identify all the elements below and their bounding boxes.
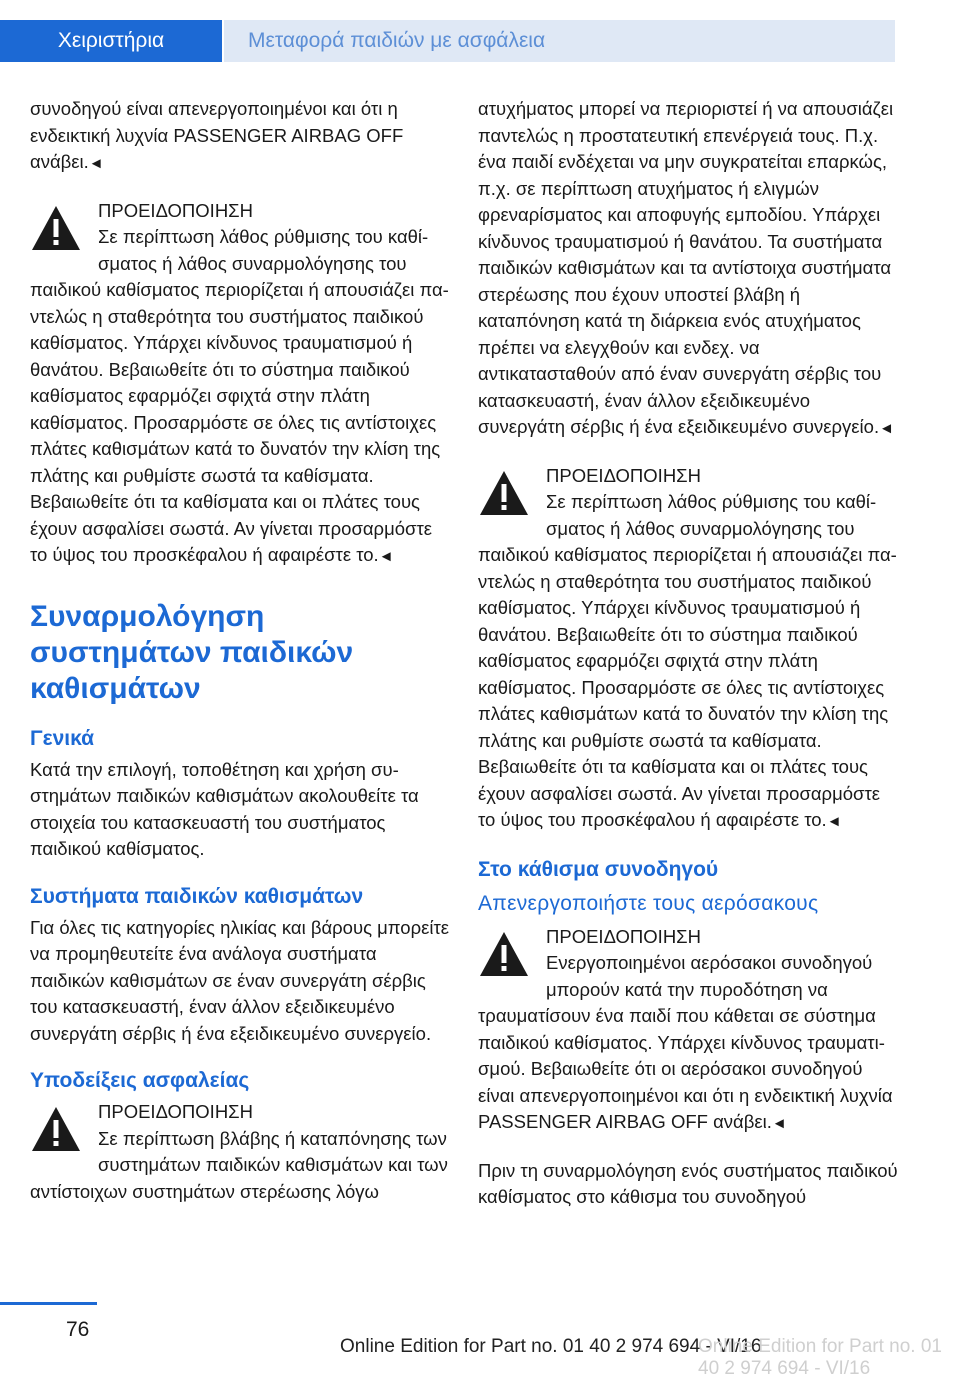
warning-title: ΠΡΟΕΙΔΟΠΟΙΗΣΗ [98,1101,253,1122]
edition-note: Online Edition for Part no. 01 40 2 974 694 - VI/16 [340,1336,762,1357]
subheading-deactivate-airbags: Απενεργοποιήστε τους αερόσακους [478,891,819,915]
end-mark-icon: ◄ [826,813,842,830]
end-mark-icon: ◄ [88,155,104,172]
warning-triangle-icon [30,204,82,252]
warning-text: Σε περίπτωση λάθος ρύθμισης του καθίσματος ή λάθος συναρμολόγησης του παιδικού καθίσματος περιορίζεται ή απουσιάζει παντελώς η σταθερότητα του συστήματος παιδικού καθίσματος. Υπάρχει κίνδυνος τραυματισμού ή θανάτου. Βεβαιωθείτε ότι το σύστημα παιδικού καθίσματος εφαρμόζει σφιχτά στην πλάτη καθίσματος. Προσαρμόστε σε όλες τις αντίστοιχες πλάτες καθισμάτων κατά το δυνατόν την κλίση της πλάτης και ρυθμίστε σωστά τα καθίσματα. Βεβαιωθείτε ότι τα καθίσματα και οι πλάτες τους έχουν ασφαλίσει σωστά. Αν γίνεται προσαρμόστε το ύψος του προσκέφαλου ή αφαιρέστε το. [478,491,897,830]
right-column [478,96,898,1231]
end-mark-icon: ◄ [879,420,894,437]
warning-triangle-icon [478,469,530,517]
warning-text: Σε περίπτωση βλάβης ή καταπόνησης των συστημάτων παιδικών καθισμάτων και των αντίστοιχων συστημάτων στερέωσης λόγω [30,1127,448,1202]
paragraph: ατυχήματος μπορεί να περιοριστεί ή να απουσιάζει παντελώς η προστατευτική επενέργειά τους. Π.χ. ένα παιδί ενδέχεται να μην συγκρατείται επαρκώς, π.χ. σε περίπτωση ατυχήματος ή ελιγμών φρεναρίσματος και αποφυγής εμποδίου. Υπάρχει κίνδυνος τραυματισμού ή θανάτου. Τα συστήματα παιδικών καθισμάτων και τα αντίστοιχα συστήματα στερέωσης που έχουν υποστεί βλάβη ή καταπόνηση κατά τη διάρκεια ενός ατυχήματος πρέπει να ελεγχθούν και ενδεχ. να αντικατασταθούν από έναν συνεργάτη σέρβις του κατασκευαστή, έναν άλλον εξειδικευμένο συνεργάτη σέρβις ή ένα εξειδικευμένο συνεργείο.◄ [478,98,894,437]
warning-block [30,198,450,571]
page-number: 76 [66,1318,90,1341]
subheading-safety: Υποδείξεις ασφαλείας [30,1069,250,1092]
tab-section[interactable]: Μεταφορά παιδιών με ασφάλεια [224,20,895,62]
warning-text: Ενεργοποιημένοι αερόσακοι συνοδηγού μπορούν κατά την πυροδότηση να τραυματίσουν ένα παιδί που κάθεται σε σύστημα παιδικού καθίσματος. Υπάρχει κίνδυνος τραυματισμού. Βεβαιωθείτε ότι οι αερόσακοι συνοδηγού είναι απενεργοποιημένοι και ότι η ενδεικτική λυχνία PASSENGER AIRBAG OFF ανάβει. [478,952,893,1132]
warning-block [30,1099,450,1205]
end-mark-icon: ◄ [771,1115,787,1132]
left-column [30,96,450,1225]
warning-title: ΠΡΟΕΙΔΟΠΟΙΗΣΗ [98,199,253,221]
section-heading: Συναρμολόγηση συστημάτων παιδικών καθισμάτων [30,599,354,705]
warning-text: Σε περίπτωση λάθος ρύθμισης του καθίσματος ή λάθος συναρμολόγησης του παιδικού καθίσματος περιορίζεται ή απουσιάζει παντελώς η σταθερότητα του συστήματος παιδικού καθίσματος. Υπάρχει κίνδυνος τραυματισμού ή θανάτου. Βεβαιωθείτε ότι το σύστημα παιδικού καθίσματος εφαρμόζει σφιχτά στην πλάτη καθίσματος. Προσαρμόστε σε όλες τις αντίστοιχες πλάτες καθισμάτων κατά το δυνατόν την κλίση της πλάτης και ρυθμίστε σωστά τα καθίσματα. Βεβαιωθείτε ότι τα καθίσματα και οι πλάτες τους έχουν ασφαλίσει σωστά. Αν γίνεται προσαρμόστε το ύψος του προσκέφαλου ή αφαιρέστε το. [30,226,449,565]
warning-title: ΠΡΟΕΙΔΟΠΟΙΗΣΗ [546,464,701,486]
warning-triangle-icon [478,930,530,978]
subheading-passenger-seat: Στο κάθισμα συνοδηγού [478,857,719,881]
subheading-child-systems: Συστήματα παιδικών καθισμάτων [30,884,364,908]
paragraph: Κατά την επιλογή, τοποθέτηση και χρήση συστημάτων παιδικών καθισμάτων ακολουθείτε τα στοιχεία του κατασκευαστή του συστήματος παιδικού καθίσματος. [30,758,419,859]
warning-block [478,463,898,836]
paragraph: Για όλες τις κατηγορίες ηλικίας και βάρους μπορείτε να προμηθευτείτε ένα ανάλογα συστήματα παιδικών καθισμάτων σε έναν συνεργάτη σέρβις του κατασκευαστή, έναν άλλον εξειδικευμένο συνεργάτη σέρβις ή ένα εξειδικευμένο συνεργείο. [30,916,450,1044]
watermark: Online Edition for Part no. 01 40 2 974 694 - VI/16 [698,1336,942,1379]
paragraph: συνοδηγού είναι απενεργοποιημένοι και ότι η ενδεικτική λυχνία PASSENGER AIRBAG OFF ανάβει.◄ [30,98,404,172]
warning-triangle-icon [30,1105,82,1153]
warning-block [478,924,898,1138]
end-mark-icon: ◄ [378,548,394,565]
tab-chapter[interactable]: Χειριστήρια [0,20,222,62]
footer-divider [0,1302,97,1305]
paragraph: Πριν τη συναρμολόγηση ενός συστήματος παιδικού καθίσματος στο κάθισμα του συνοδηγού [478,1159,898,1207]
warning-title: ΠΡΟΕΙΔΟΠΟΙΗΣΗ [546,925,701,947]
header-bar [0,0,900,62]
subheading-general: Γενικά [30,726,95,750]
